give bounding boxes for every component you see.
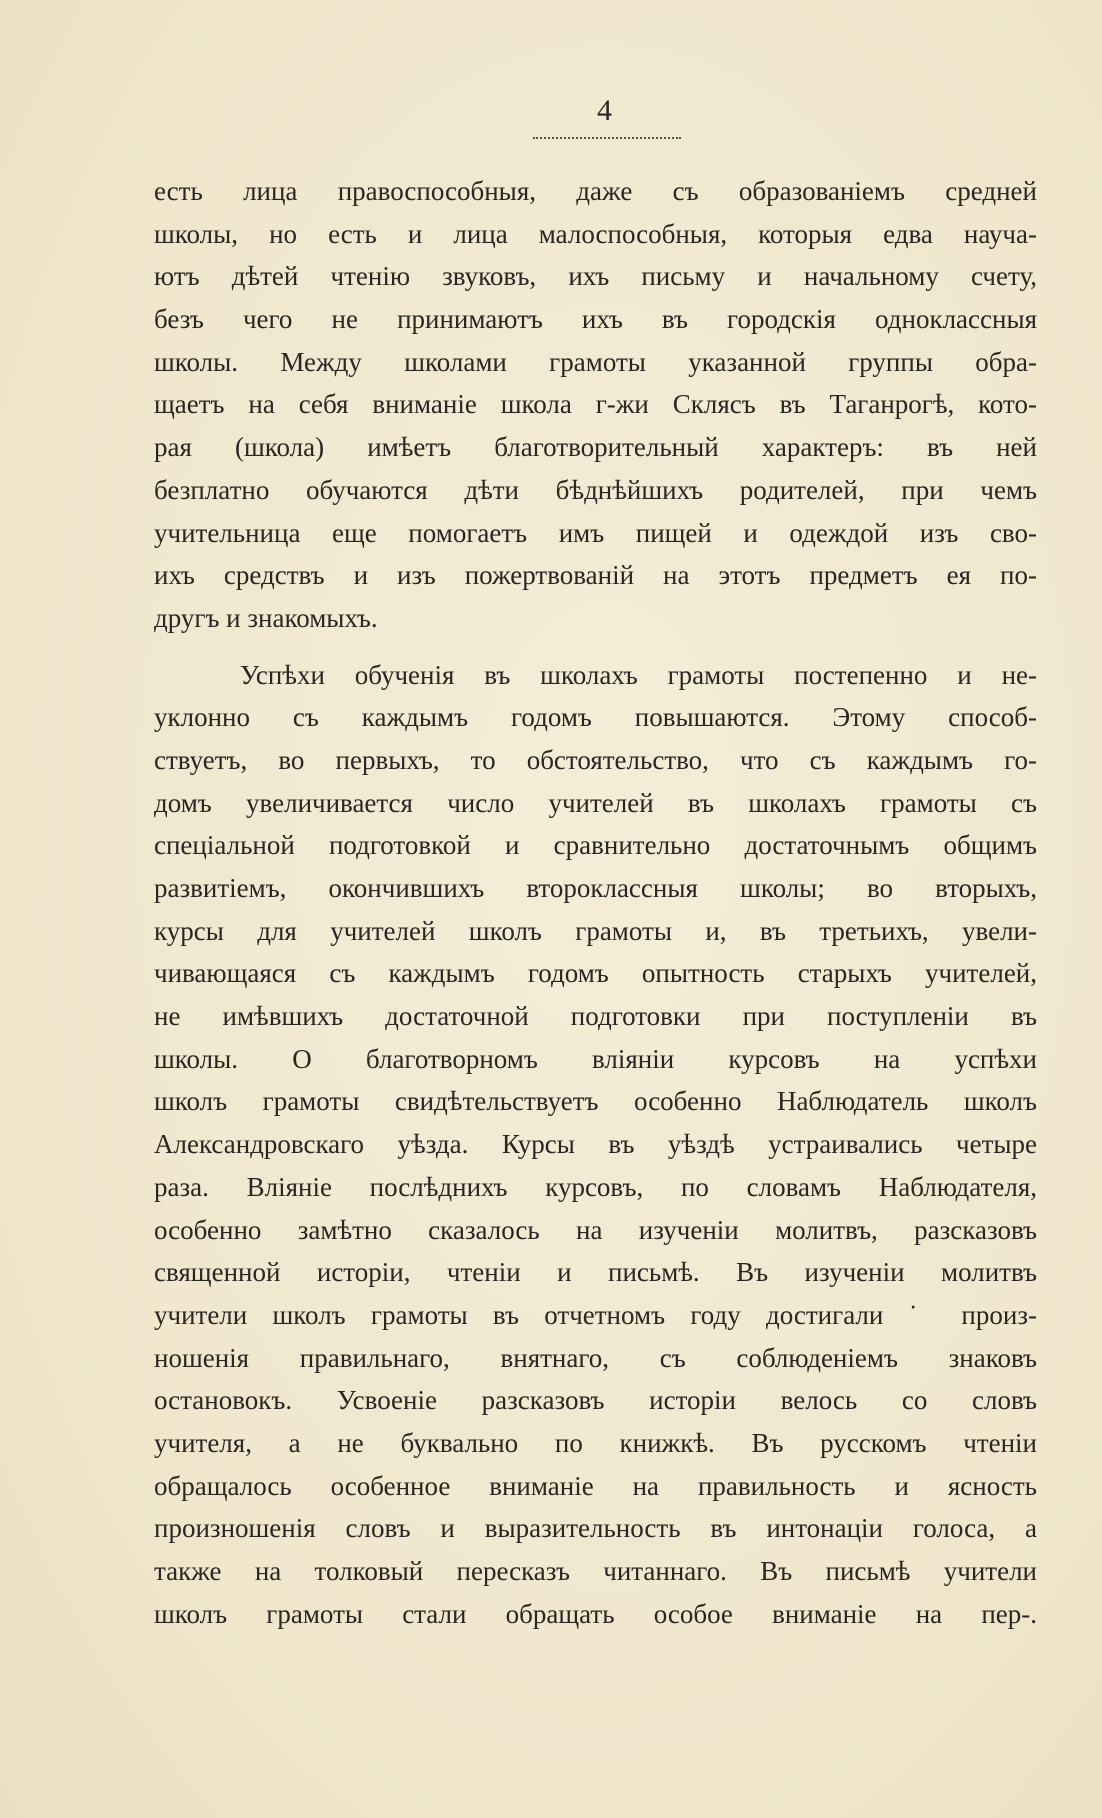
text-line: ствуетъ, во первыхъ, то обстоятельство, что съ каждымъ го-: [154, 744, 1037, 775]
text-line: безплатно обучаются дѣти бѣднѣйшихъ родителей, при чемъ: [154, 474, 1037, 505]
page-number: 4: [597, 94, 613, 127]
text-line: школъ грамоты свидѣтельствуетъ особенно Наблюдатель школъ: [154, 1086, 1037, 1117]
text-line: другъ и знакомыхъ.: [154, 602, 378, 633]
text-line: спеціальной подготовкой и сравнительно достаточнымъ общимъ: [154, 830, 1037, 861]
text-line: рая (школа) имѣетъ благотворительный характеръ: въ ней: [154, 432, 1037, 463]
text-line: обращалось особенное вниманіе на правильность и ясность: [154, 1470, 1037, 1501]
text-line: учителя, а не буквально по книжкѣ. Въ русскомъ чтеніи: [154, 1427, 1037, 1458]
body-text: [154, 170, 1037, 1635]
text-line: есть лица правоспособныя, даже съ образованіемъ средней: [154, 176, 1037, 206]
paragraph-gap: [154, 640, 1037, 654]
paragraph-2: [154, 654, 1037, 1636]
text-line: особенно замѣтно сказалось на изученіи молитвъ, разсказовъ: [154, 1214, 1037, 1245]
text-line: не имѣвшихъ достаточной подготовки при поступленіи въ: [154, 1001, 1037, 1032]
text-line: остановокъ. Усвоеніе разсказовъ исторіи велось со словъ: [154, 1385, 1037, 1416]
header-rule: [533, 137, 681, 139]
text-line: уклонно съ каждымъ годомъ повышаются. Этому способ-: [154, 702, 1037, 733]
text-line: священной исторіи, чтеніи и письмѣ. Въ изученіи молитвъ: [154, 1257, 1037, 1288]
text-line: Александровскаго уѣзда. Курсы въ уѣздѣ устраивались четыре: [154, 1129, 1037, 1160]
text-line: Успѣхи обученія въ школахъ грамоты постепенно и не-: [240, 659, 1037, 690]
text-line: щаетъ на себя вниманіе школа г-жи Склясъ въ Таганрогѣ, кото-: [154, 389, 1037, 420]
text-line: учители школъ грамоты въ отчетномъ году достигали ˙ произ-: [154, 1299, 1037, 1330]
text-line: ютъ дѣтей чтенію звуковъ, ихъ письму и начальному счету,: [154, 261, 1037, 292]
text-line: произношенія словъ и выразительность въ интонаціи голоса, а: [154, 1513, 1037, 1544]
text-line: школы. О благотворномъ вліяніи курсовъ на успѣхи: [154, 1043, 1037, 1074]
paragraph-1: [154, 170, 1037, 640]
text-line: школы, но есть и лица малоспособныя, которыя едва научa-: [154, 218, 1037, 249]
text-line: безъ чего не принимаютъ ихъ въ городскія одноклассныя: [154, 304, 1037, 335]
text-line: чивающаяся съ каждымъ годомъ опытность старыхъ учителей,: [154, 958, 1037, 989]
text-line: курсы для учителей школъ грамоты и, въ третьихъ, увели-: [154, 915, 1037, 946]
text-line: также на толковый пересказъ читаннаго. Въ письмѣ учители: [154, 1556, 1037, 1586]
text-line: учительница еще помогаетъ имъ пищей и одеждой изъ сво-: [154, 517, 1037, 548]
text-line: домъ увеличивается число учителей въ школахъ грамоты съ: [154, 787, 1037, 818]
text-line: школы. Между школами грамоты указанной группы обра-: [154, 346, 1037, 377]
text-line: развитіемъ, окончившихъ второклассныя школы; во вторыхъ,: [154, 873, 1037, 903]
text-line: ношенія правильнаго, внятнаго, съ соблюденіемъ знаковъ: [154, 1342, 1037, 1373]
text-line: ихъ средствъ и изъ пожертвованій на этотъ предметъ ея по-: [154, 560, 1037, 591]
text-line: школъ грамоты стали обращать особое вниманіе на пер-.: [154, 1598, 1037, 1629]
text-line: раза. Вліяніе послѣднихъ курсовъ, по словамъ Наблюдателя,: [154, 1171, 1037, 1202]
